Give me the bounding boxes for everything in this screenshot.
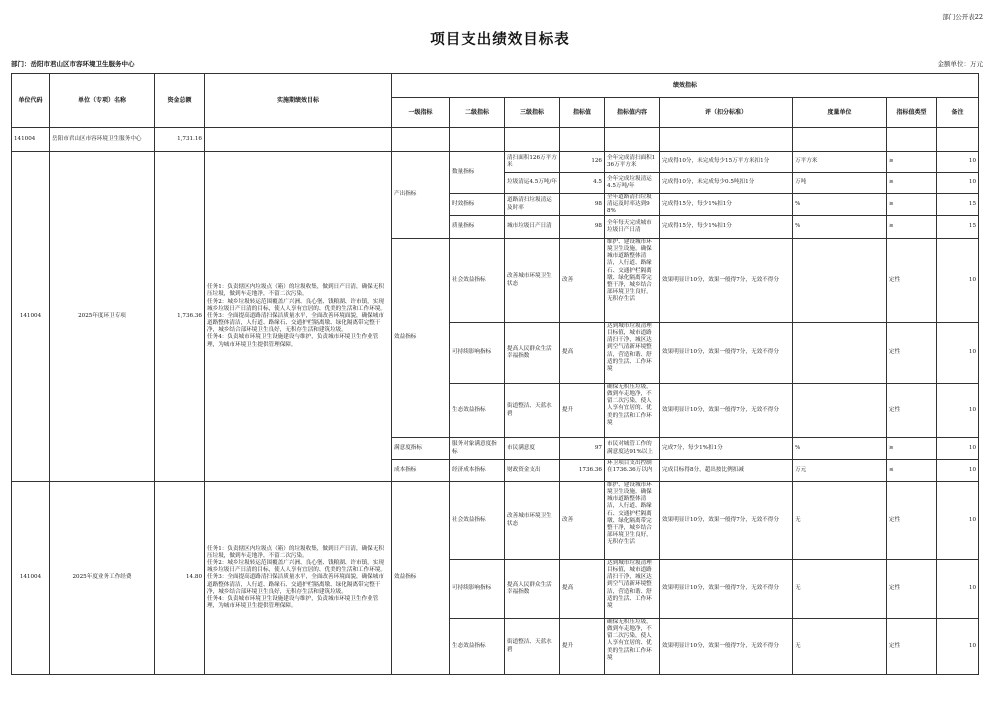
cell-name: 2025年度业务工作经费 <box>50 482 155 675</box>
cell-note: 10 <box>937 323 979 384</box>
cell-scoring: 效果明显计10分，效果一般得7分，无效不得分 <box>660 384 793 438</box>
cell-level2: 质量指标 <box>450 216 505 239</box>
header-amount: 资金总额 <box>155 74 205 128</box>
cell-note: 10 <box>937 239 979 323</box>
cell-type: 定性 <box>887 239 937 323</box>
cell-note: 10 <box>937 384 979 438</box>
cell-value: 改善 <box>560 239 605 323</box>
cell-scoring: 效果明显计10分，效果一般得7分，无效不得分 <box>660 560 793 619</box>
cell-content: 全年完成清扫面积136万平方米 <box>605 152 660 173</box>
cell-level3: 垃圾清运4.5万吨/年 <box>505 173 560 194</box>
cell-scoring: 效果明显计10分，效果一般得7分，无效不得分 <box>660 619 793 675</box>
cell-note: 10 <box>937 152 979 173</box>
cell-scoring: 完成得15分，每少1%扣1分 <box>660 194 793 216</box>
cell-level3: 城市垃圾日产日清 <box>505 216 560 239</box>
cell-note: 10 <box>937 173 979 194</box>
header-type: 指标值类型 <box>887 98 937 128</box>
header-unit-name: 单位（专项）名称 <box>50 74 155 128</box>
cell-type: ≥ <box>887 216 937 239</box>
cell-level2: 数量指标 <box>450 152 505 194</box>
cell-scoring: 效果明显计10分，效果一般得7分，无效不得分 <box>660 482 793 560</box>
cell-level2: 生态效益指标 <box>450 384 505 438</box>
cell-level2: 生态效益指标 <box>450 619 505 675</box>
header-level2: 二级指标 <box>450 98 505 128</box>
cell-code: 141004 <box>12 128 50 152</box>
cell-level3: 市民满意度 <box>505 438 560 460</box>
cell-level2: 经济成本指标 <box>450 460 505 482</box>
cell-level3: 改善城市环境卫生状态 <box>505 482 560 560</box>
cell-type: 定性 <box>887 560 937 619</box>
cell-level2: 社会效益指标 <box>450 482 505 560</box>
cell-note: 15 <box>937 194 979 216</box>
header-value: 指标值 <box>560 98 605 128</box>
header-content: 指标值内容 <box>605 98 660 128</box>
page-title: 项目支出绩效目标表 <box>430 32 570 48</box>
cell-content: 市民对城管工作的满意度达91%以上 <box>605 438 660 460</box>
cell-goal: 任务1：负责辖区内垃圾点（箱）的垃圾收集，做到日产日清，确保无积压垃圾，做到车走地净，不留二次污染。 任务2：城乡垃圾转运范围覆盖广兴洲、良心堡、钱粮湖、许市镇，实现城乡垃圾日产日清的目标，使人人享有宜居的、优美的生活和工作环境。 任务3：全面提高道路清扫保洁质量水平，全面改善环境面貌，确保城市道路整体清洁，人行道、路缘石、交通护栏隔离墩、绿化隔离带完整干净，城乡结合部环境卫生良好，无积存生活和建筑垃圾。 任务4：负责城市环境卫生设施建设与维护，负责城市环境卫生作业管理，为城市环境卫生提供管理保障。 <box>205 482 392 675</box>
cell-content: 维护、建设城市环境卫生设施。确保城市道路整体清洁，人行道、路缘石、交通护栏隔离墩、绿化隔离带完整干净，城乡结合部环境卫生良好，无积存生活 <box>605 482 660 560</box>
table-row <box>12 128 979 152</box>
cell-note: 10 <box>937 482 979 560</box>
cell-type: ≥ <box>887 152 937 173</box>
cell-level2: 服务对象满意度指标 <box>450 438 505 460</box>
header-measure-unit: 度量单位 <box>793 98 887 128</box>
cell-value: 1736.36 <box>560 460 605 482</box>
cell-level3: 道路清扫垃圾清运及时率 <box>505 194 560 216</box>
cell-level3: 提高人民群众生活幸福指数 <box>505 560 560 619</box>
cell-scoring: 完成得10分，未完成每少0.5吨扣1分 <box>660 173 793 194</box>
cell-measure-unit: 万平方米 <box>793 152 887 173</box>
cell-measure-unit: % <box>793 438 887 460</box>
cell-level3: 财政资金支出 <box>505 460 560 482</box>
cell-content: 达到城市垃圾清理目标值，城市道路清扫干净，城区达到空气清新环境整洁，营造和谐、舒适的生活、工作环境 <box>605 323 660 384</box>
cell-value: 4.5 <box>560 173 605 194</box>
header-indicators: 绩效指标 <box>392 74 979 98</box>
cell-measure-unit: 万吨 <box>793 173 887 194</box>
cell-measure-unit <box>793 239 887 323</box>
cell-measure-unit <box>793 384 887 438</box>
cell-type: ≤ <box>887 460 937 482</box>
cell-measure-unit: % <box>793 216 887 239</box>
header-level1: 一级指标 <box>392 98 450 128</box>
cell-amount: 14.80 <box>155 482 205 675</box>
cell-content: 达到城市垃圾清理目标值，城市道路清扫干净，城区达到空气清新环境整洁，营造和谐、舒适的生活、工作环境 <box>605 560 660 619</box>
cell-name: 岳阳市君山区市容环境卫生服务中心 <box>50 128 155 152</box>
cell-type: ≥ <box>887 194 937 216</box>
cell-value: 提升 <box>560 619 605 675</box>
cell-level2: 社会效益指标 <box>450 239 505 323</box>
cell-scoring: 完成得15分，每少1%扣1分 <box>660 216 793 239</box>
cell-value: 提升 <box>560 384 605 438</box>
cell-measure-unit: 无 <box>793 560 887 619</box>
cell-code: 141004 <box>12 152 50 482</box>
department-label: 部门：岳阳市君山区市容环境卫生服务中心 <box>11 60 135 68</box>
cell-amount: 1,731.16 <box>155 128 205 152</box>
cell-level3: 街道整洁、天蓝水碧 <box>505 384 560 438</box>
cell-value: 98 <box>560 216 605 239</box>
cell-measure-unit <box>793 323 887 384</box>
cell-value: 提高 <box>560 560 605 619</box>
cell-scoring: 完成7分，每少1%扣1分 <box>660 438 793 460</box>
cell-value: 改善 <box>560 482 605 560</box>
cell-value: 98 <box>560 194 605 216</box>
cell-value: 提高 <box>560 323 605 384</box>
cell-content: 全年每天完成城市垃圾日产日清 <box>605 216 660 239</box>
cell-content: 全年完成垃圾清运4.5万吨/年 <box>605 173 660 194</box>
cell-value: 126 <box>560 152 605 173</box>
cell-note: 10 <box>937 560 979 619</box>
cell-level1: 满意度指标 <box>392 438 450 460</box>
header-level3: 三级指标 <box>505 98 560 128</box>
cell-level2: 时效指标 <box>450 194 505 216</box>
cell-level2: 可持续影响指标 <box>450 323 505 384</box>
cell-amount: 1,736.36 <box>155 152 205 482</box>
cell-level2: 可持续影响指标 <box>450 560 505 619</box>
cell-note: 10 <box>937 460 979 482</box>
cell-scoring: 完成目标得8分，超出按比例扣减 <box>660 460 793 482</box>
cell-content: 维护、建设城市环境卫生设施。确保城市道路整体清洁，人行道、路缘石、交通护栏隔离墩、绿化隔离带完整干净，城乡结合部环境卫生良好，无积存生活 <box>605 239 660 323</box>
cell-measure-unit: 万元 <box>793 460 887 482</box>
cell-measure-unit: % <box>793 194 887 216</box>
table-number-label: 部门公开表22 <box>942 13 983 21</box>
cell-code: 141004 <box>12 482 50 675</box>
cell-name: 2025年度环卫专项 <box>50 152 155 482</box>
cell-note: 10 <box>937 619 979 675</box>
table-row <box>12 152 979 173</box>
cell-type: 定性 <box>887 384 937 438</box>
header-goal: 实施期绩效目标 <box>205 74 392 128</box>
cell-level3: 提高人民群众生活幸福指数 <box>505 323 560 384</box>
cell-type: 定性 <box>887 619 937 675</box>
header-note: 备注 <box>937 98 979 128</box>
cell-type: ≥ <box>887 438 937 460</box>
cell-content: 环卫项目支出控制在1736.36万以内 <box>605 460 660 482</box>
cell-level3: 街道整洁、天蓝水碧 <box>505 619 560 675</box>
table-row <box>12 482 979 560</box>
cell-value: 97 <box>560 438 605 460</box>
cell-content: 确保无积压垃圾，做到车走地净，不留二次污染，使人人享有宜居的、优美的生活和工作环境 <box>605 384 660 438</box>
cell-note: 15 <box>937 216 979 239</box>
cell-type: ≥ <box>887 173 937 194</box>
cell-measure-unit: 无 <box>793 482 887 560</box>
cell-scoring: 效果明显计10分，效果一般得7分，无效不得分 <box>660 239 793 323</box>
cell-level3: 改善城市环境卫生状态 <box>505 239 560 323</box>
header-unit-code: 单位代码 <box>12 74 50 128</box>
performance-goals-table <box>11 73 979 675</box>
cell-level1: 效益指标 <box>392 482 450 675</box>
cell-level1: 产出指标 <box>392 152 450 239</box>
cell-note: 10 <box>937 438 979 460</box>
cell-level1: 成本指标 <box>392 460 450 482</box>
cell-scoring: 完成得10分，未完成每少15万平方米扣1分 <box>660 152 793 173</box>
amount-unit-label: 金额单位：万元 <box>937 60 983 68</box>
header-scoring: 评（扣分标准） <box>660 98 793 128</box>
cell-level3: 清扫面积126万平方米 <box>505 152 560 173</box>
cell-goal: 任务1：负责辖区内垃圾点（箱）的垃圾收集，做到日产日清，确保无积压垃圾，做到车走地净，不留二次污染。 任务2：城乡垃圾转运范围覆盖广兴洲、良心堡、钱粮湖、许市镇，实现城乡垃圾日产日清的目标，使人人享有宜居的、优美的生活和工作环境。 任务3：全面提高道路清扫保洁质量水平，全面改善环境面貌，确保城市道路整体清洁，人行道、路缘石、交通护栏隔离墩、绿化隔离带完整干净，城乡结合部环境卫生良好，无积存生活和建筑垃圾。 任务4：负责城市环境卫生设施建设与维护，负责城市环境卫生作业管理，为城市环境卫生提供管理保障。 <box>205 152 392 482</box>
cell-measure-unit: 无 <box>793 619 887 675</box>
cell-content: 全年道路清扫垃圾清运及时率达到98% <box>605 194 660 216</box>
cell-type: 定性 <box>887 482 937 560</box>
cell-content: 确保无积压垃圾，做到车走地净，不留二次污染，使人人享有宜居的、优美的生活和工作环境 <box>605 619 660 675</box>
cell-scoring: 效果明显计10分，效果一般得7分，无效不得分 <box>660 323 793 384</box>
cell-level1: 效益指标 <box>392 239 450 438</box>
cell-type: 定性 <box>887 323 937 384</box>
